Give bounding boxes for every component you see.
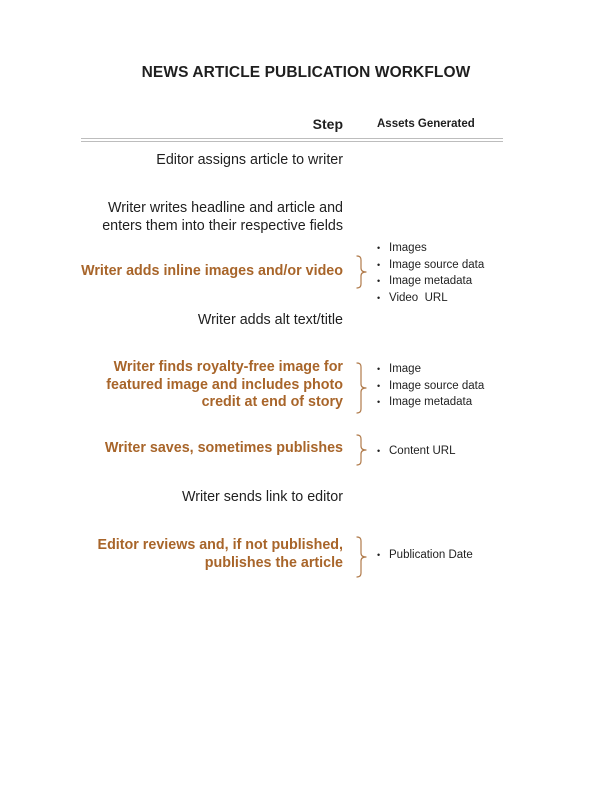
asset-item: • Image source data — [377, 257, 484, 274]
step-line: Writer saves, sometimes publishes — [104, 440, 343, 456]
header-divider-top — [81, 138, 503, 139]
brace-icon — [355, 362, 369, 414]
step-editor-assigns — [63, 152, 343, 170]
step-featured-image — [63, 359, 343, 412]
step-alt-text — [63, 312, 343, 330]
step-line: publishes the article — [204, 554, 343, 571]
asset-item: • Video URL — [377, 290, 484, 307]
step-line: Writer writes headline and article and — [108, 200, 343, 216]
step-line: enters them into their respective fields — [102, 217, 343, 234]
step-line: Editor assigns article to writer — [156, 152, 343, 168]
page-title: NEWS ARTICLE PUBLICATION WORKFLOW — [141, 64, 471, 81]
asset-item: • Image — [377, 361, 484, 378]
step-saves-publishes — [63, 440, 343, 458]
step-line: Writer finds royalty-free image for — [113, 359, 343, 375]
brace-icon — [355, 434, 369, 466]
step-line: credit at end of story — [201, 394, 343, 410]
assets-list-saves-publishes — [377, 443, 455, 460]
step-inline-images — [63, 263, 343, 281]
step-line: Writer adds inline images and/or video — [81, 263, 343, 279]
step-writer-writes — [63, 200, 343, 235]
asset-item: • Image source data — [377, 378, 484, 395]
step-editor-reviews — [63, 537, 343, 572]
column-header-assets: Assets Generated — [377, 118, 475, 130]
step-line: Writer sends link to editor — [181, 489, 343, 505]
brace-icon — [355, 536, 369, 578]
assets-list-inline-images — [377, 240, 484, 306]
step-line: Editor reviews and, if not published, — [97, 537, 343, 553]
asset-item: • Images — [377, 240, 484, 257]
assets-list-editor-reviews — [377, 547, 473, 564]
brace-icon — [355, 255, 369, 289]
header-divider-bottom — [81, 141, 503, 142]
asset-item: • Image metadata — [377, 394, 484, 411]
column-header-step: Step — [312, 116, 343, 132]
assets-list-featured-image — [377, 361, 484, 411]
step-line: Writer adds alt text/title — [197, 312, 343, 328]
step-sends-link — [63, 489, 343, 507]
asset-item: • Image metadata — [377, 273, 484, 290]
asset-item: • Content URL — [377, 443, 455, 460]
asset-item: • Publication Date — [377, 547, 473, 564]
step-line: featured image and includes photo — [106, 376, 343, 393]
